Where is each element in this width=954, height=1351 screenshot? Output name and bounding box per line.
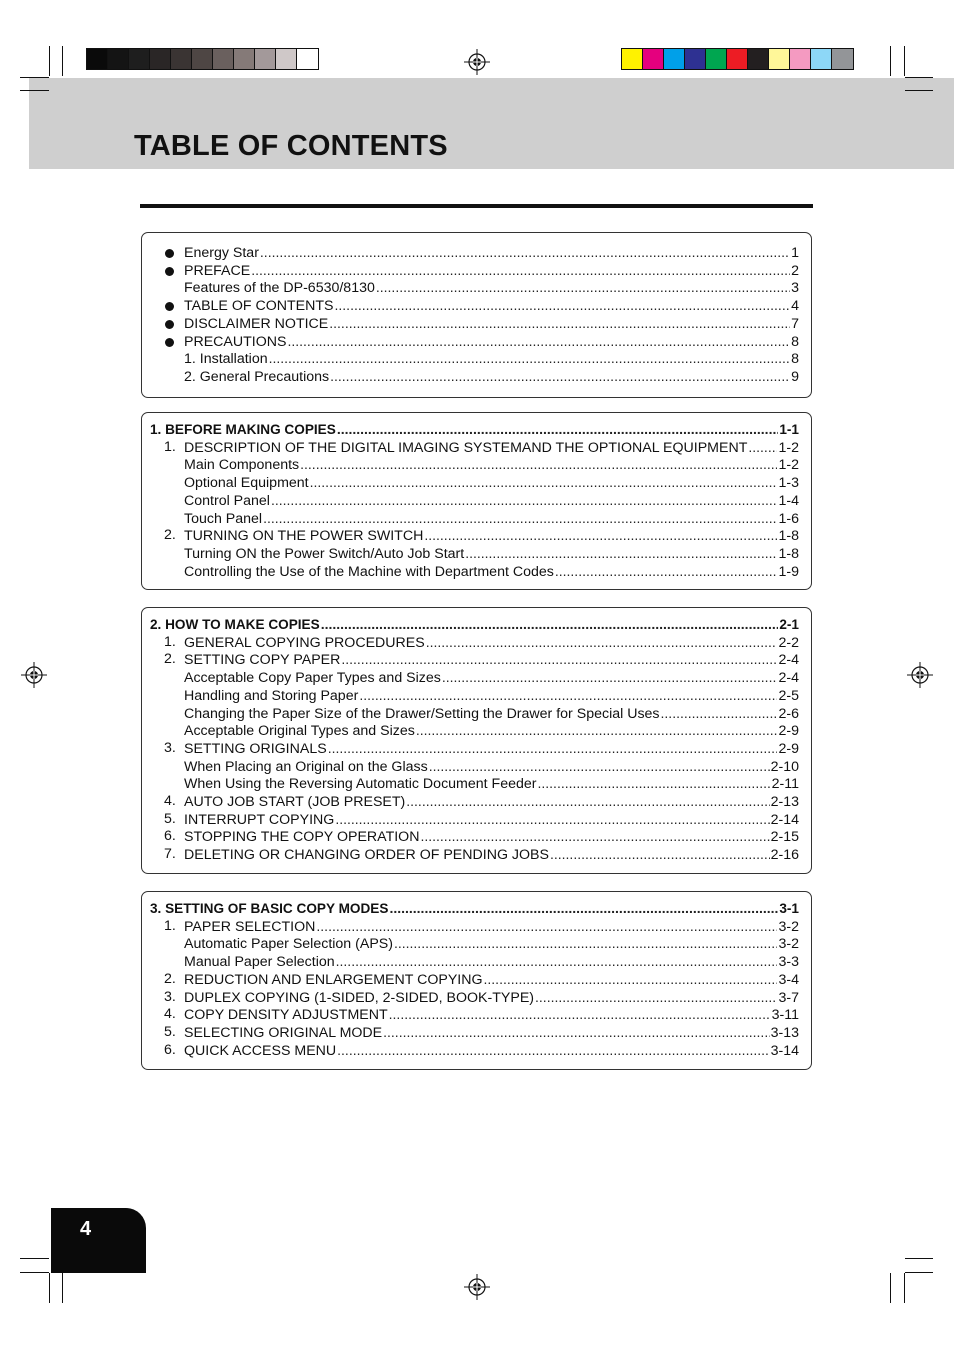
dot-leader — [310, 474, 778, 491]
toc-entry-page: 3-7 — [778, 989, 799, 1006]
toc-entry-page: 2-13 — [770, 794, 799, 810]
toc-section-entry[interactable] — [164, 527, 799, 545]
bullet-icon — [165, 320, 174, 329]
toc-entry[interactable] — [184, 333, 799, 350]
title-rule — [140, 204, 813, 208]
toc-entry-title: Energy Star — [184, 245, 259, 261]
dot-leader — [269, 350, 791, 367]
toc-subsection-entry[interactable] — [184, 722, 799, 739]
toc-entry-title: PAPER SELECTION — [184, 918, 316, 935]
toc-entry-page: 3-2 — [778, 936, 799, 953]
toc-entry-title: Touch Panel — [184, 510, 263, 527]
toc-entry-title: SELECTING ORIGINAL MODE — [184, 1024, 383, 1041]
dot-leader — [337, 421, 779, 438]
toc-entry-page: 3-3 — [778, 954, 799, 971]
toc-entry-number: 4. — [164, 1006, 176, 1023]
toc-entry-title: Turning ON the Power Switch/Auto Job Start — [184, 545, 465, 562]
registration-mark-icon — [907, 662, 933, 688]
crop-mark — [904, 1273, 905, 1303]
crop-mark — [904, 46, 905, 76]
color-swatch — [192, 49, 213, 69]
color-swatch — [234, 49, 255, 69]
bullet-icon — [165, 267, 174, 276]
toc-section-entry[interactable] — [164, 739, 799, 757]
color-swatch — [171, 49, 192, 69]
dot-leader — [251, 262, 790, 279]
toc-entry-page: 3-11 — [771, 1007, 799, 1024]
toc-subsection-entry[interactable] — [184, 935, 799, 952]
toc-subsection-entry[interactable] — [184, 563, 799, 580]
toc-entry-title: 3. SETTING OF BASIC COPY MODES — [150, 901, 389, 916]
toc-entry-title: Control Panel — [184, 492, 270, 509]
toc-subsection-entry[interactable] — [184, 705, 799, 722]
toc-entry-number: 2. — [164, 651, 176, 668]
toc-entry-page: 1-1 — [779, 422, 799, 437]
toc-entry-title: REDUCTION AND ENLARGEMENT COPYING — [184, 971, 483, 988]
color-swatch — [664, 49, 685, 69]
toc-entry-title: When Using the Reversing Automatic Document Feeder — [184, 776, 537, 793]
dot-leader — [661, 705, 778, 722]
process-color-bar — [621, 48, 854, 70]
toc-entry[interactable] — [184, 368, 799, 385]
dot-leader — [389, 900, 778, 917]
dot-leader — [555, 563, 778, 580]
registration-mark-icon — [464, 1274, 490, 1300]
toc-entry-number: 6. — [164, 1041, 176, 1058]
toc-entry-title: Changing the Paper Size of the Drawer/Setting the Drawer for Special Uses — [184, 705, 660, 722]
crop-mark — [905, 77, 933, 78]
toc-entry-number: 5. — [164, 810, 176, 827]
color-swatch — [748, 49, 769, 69]
dot-leader — [260, 244, 790, 261]
toc-entry-page: 1 — [791, 245, 799, 261]
crop-mark — [20, 77, 49, 78]
toc-subsection-entry[interactable] — [184, 474, 799, 491]
color-swatch — [790, 49, 811, 69]
dot-leader — [416, 722, 778, 739]
toc-entry-page: 2-10 — [770, 758, 799, 775]
toc-entry[interactable] — [184, 262, 799, 279]
color-swatch — [622, 49, 643, 69]
toc-entry-title: COPY DENSITY ADJUSTMENT — [184, 1007, 388, 1024]
toc-entry-title: SETTING ORIGINALS — [184, 740, 327, 757]
dot-leader — [335, 811, 769, 828]
toc-entry-page: 2-9 — [778, 723, 799, 740]
grayscale-color-bar — [86, 48, 319, 70]
toc-subsection-entry[interactable] — [184, 758, 799, 775]
toc-entry-page: 1-2 — [778, 457, 799, 474]
dot-leader — [336, 953, 778, 970]
crop-mark — [62, 1273, 63, 1303]
dot-leader — [337, 1042, 769, 1059]
color-swatch — [727, 49, 748, 69]
color-swatch — [255, 49, 276, 69]
toc-entry-page: 3-1 — [779, 901, 799, 916]
toc-section-entry[interactable] — [164, 828, 799, 846]
toc-entry-title: Automatic Paper Selection (APS) — [184, 936, 393, 953]
dot-leader — [550, 846, 770, 863]
toc-section-entry[interactable] — [164, 810, 799, 828]
toc-entry-page: 2-11 — [771, 776, 799, 793]
page-number-tab — [51, 1208, 146, 1273]
dot-leader — [316, 918, 777, 935]
toc-chapter-heading[interactable] — [150, 616, 799, 633]
toc-entry-page: 1-6 — [778, 510, 799, 527]
toc-section-entry[interactable] — [164, 793, 799, 810]
dot-leader — [359, 687, 777, 704]
dot-leader — [329, 315, 790, 332]
toc-entry-title: INTERRUPT COPYING — [184, 811, 335, 828]
toc-entry-number: 3. — [164, 988, 176, 1005]
dot-leader — [406, 793, 769, 810]
toc-entry-page: 2-6 — [778, 705, 799, 722]
dot-leader — [263, 510, 777, 527]
dot-leader — [287, 333, 790, 350]
toc-section-entry[interactable] — [164, 651, 799, 669]
color-swatch — [643, 49, 664, 69]
toc-entry-page: 2-4 — [778, 670, 799, 687]
dot-leader — [328, 740, 778, 757]
toc-entry-page: 3-14 — [770, 1042, 799, 1059]
toc-entry-page: 8 — [791, 351, 799, 368]
toc-chapter-1-box — [141, 412, 812, 590]
dot-leader — [321, 616, 779, 633]
registration-mark-icon — [464, 49, 490, 75]
toc-entry-page: 9 — [791, 368, 799, 385]
color-swatch — [150, 49, 171, 69]
crop-mark — [20, 1272, 49, 1273]
toc-chapter-2-box — [141, 607, 812, 874]
toc-entry-title: QUICK ACCESS MENU — [184, 1042, 337, 1059]
dot-leader — [748, 439, 777, 456]
dot-leader — [376, 279, 790, 296]
toc-entry-page: 2-1 — [779, 617, 799, 632]
dot-leader — [420, 828, 769, 845]
toc-entry-title: DUPLEX COPYING (1-SIDED, 2-SIDED, BOOK-TYPE) — [184, 989, 535, 1006]
dot-leader — [426, 634, 778, 651]
toc-entry-page: 2 — [791, 262, 799, 279]
crop-mark — [905, 90, 933, 91]
toc-entry-page: 1-8 — [778, 545, 799, 562]
crop-mark — [20, 90, 49, 91]
toc-entry-page: 1-8 — [778, 528, 799, 545]
toc-entry-page: 3-2 — [778, 918, 799, 935]
dot-leader — [389, 1006, 771, 1023]
toc-entry-number: 6. — [164, 828, 176, 845]
toc-entry-number: 1. — [164, 438, 176, 455]
toc-entry-title: Handling and Storing Paper — [184, 687, 359, 704]
toc-entry-page: 4 — [791, 298, 799, 315]
toc-entry-number: 2. — [164, 970, 176, 987]
dot-leader — [271, 492, 778, 509]
page-title: TABLE OF CONTENTS — [134, 130, 448, 162]
crop-mark — [905, 1272, 933, 1273]
toc-subsection-entry[interactable] — [184, 669, 799, 686]
toc-entry-title: 1. Installation — [184, 351, 268, 368]
toc-chapter-heading[interactable] — [150, 421, 799, 438]
bullet-icon — [165, 338, 174, 347]
toc-chapter-3-box — [141, 891, 812, 1070]
toc-entry-page: 3 — [791, 280, 799, 297]
color-swatch — [87, 49, 108, 69]
toc-entry-title: DELETING OR CHANGING ORDER OF PENDING JOBS — [184, 847, 549, 864]
toc-section-entry[interactable] — [164, 970, 799, 988]
bullet-icon — [165, 249, 174, 258]
toc-entry-title: Main Components — [184, 457, 300, 474]
crop-mark — [20, 1258, 49, 1259]
toc-subsection-entry[interactable] — [184, 456, 799, 473]
color-swatch — [706, 49, 727, 69]
toc-entry-page: 1-4 — [778, 492, 799, 509]
toc-section-entry[interactable] — [164, 917, 799, 935]
toc-entry-title: 2. General Precautions — [184, 368, 330, 385]
toc-section-entry[interactable] — [164, 1041, 799, 1059]
toc-entry-title: AUTO JOB START (JOB PRESET) — [184, 794, 406, 810]
crop-mark — [49, 46, 50, 76]
color-swatch — [811, 49, 832, 69]
toc-entry-title: GENERAL COPYING PROCEDURES — [184, 634, 425, 651]
toc-entry-number: 1. — [164, 633, 176, 650]
dot-leader — [394, 935, 778, 952]
color-swatch — [276, 49, 297, 69]
toc-entry-page: 3-13 — [770, 1024, 799, 1041]
toc-intro-box — [141, 232, 812, 398]
toc-entry-title: TURNING ON THE POWER SWITCH — [184, 528, 424, 545]
toc-entry-page: 2-5 — [778, 687, 799, 704]
toc-entry-page: 2-14 — [770, 811, 799, 828]
toc-subsection-entry[interactable] — [184, 953, 799, 970]
toc-entry-title: 2. HOW TO MAKE COPIES — [150, 617, 320, 632]
toc-entry-title: 1. BEFORE MAKING COPIES — [150, 422, 336, 437]
dot-leader — [335, 297, 791, 314]
toc-entry-number: 4. — [164, 793, 176, 809]
toc-entry-title: PRECAUTIONS — [184, 333, 287, 350]
toc-section-entry[interactable] — [164, 1006, 799, 1024]
toc-entry[interactable] — [184, 315, 799, 332]
toc-section-entry[interactable] — [164, 438, 799, 456]
toc-entry-title: When Placing an Original on the Glass — [184, 758, 428, 775]
color-swatch — [832, 49, 853, 69]
registration-mark-icon — [21, 662, 47, 688]
toc-entry-title: TABLE OF CONTENTS — [184, 298, 334, 315]
toc-entry-page: 3-4 — [778, 971, 799, 988]
crop-mark — [890, 46, 891, 76]
color-swatch — [297, 49, 318, 69]
toc-entry-title: PREFACE — [184, 262, 251, 279]
toc-entry-page: 2-9 — [778, 740, 799, 757]
toc-entry-number: 5. — [164, 1023, 176, 1040]
crop-mark — [890, 1273, 891, 1303]
toc-entry-number: 7. — [164, 846, 176, 863]
dot-leader — [383, 1024, 769, 1041]
bullet-icon — [165, 302, 174, 311]
toc-entry-title: Controlling the Use of the Machine with Department Codes — [184, 563, 554, 580]
toc-entry-page: 1-3 — [778, 475, 799, 492]
color-swatch — [129, 49, 150, 69]
toc-entry-page: 1-2 — [778, 439, 799, 456]
dot-leader — [330, 368, 790, 385]
toc-section-entry[interactable] — [164, 988, 799, 1006]
toc-section-entry[interactable] — [164, 846, 799, 864]
toc-subsection-entry[interactable] — [184, 510, 799, 527]
toc-entry-title: DISCLAIMER NOTICE — [184, 315, 329, 332]
dot-leader — [465, 545, 777, 562]
toc-entry-title: Manual Paper Selection — [184, 954, 335, 971]
toc-subsection-entry[interactable] — [184, 492, 799, 509]
toc-entry-title: Optional Equipment — [184, 475, 309, 492]
dot-leader — [535, 989, 777, 1006]
page-number: 4 — [80, 1218, 92, 1240]
color-swatch — [685, 49, 706, 69]
toc-entry-page: 2-2 — [778, 634, 799, 651]
toc-entry-page: 2-4 — [778, 652, 799, 669]
dot-leader — [442, 669, 778, 686]
toc-entry-title: STOPPING THE COPY OPERATION — [184, 829, 420, 846]
dot-leader — [484, 971, 778, 988]
toc-entry-title: SETTING COPY PAPER — [184, 652, 341, 669]
toc-entry-title: Acceptable Original Types and Sizes — [184, 723, 415, 740]
color-swatch — [108, 49, 129, 69]
toc-entry-title: Features of the DP-6530/8130 — [184, 280, 375, 297]
toc-entry-title: Acceptable Copy Paper Types and Sizes — [184, 670, 441, 687]
color-swatch — [769, 49, 790, 69]
toc-entry[interactable] — [184, 297, 799, 314]
toc-section-entry[interactable] — [164, 633, 799, 651]
toc-entry-page: 1-9 — [778, 563, 799, 580]
toc-subsection-entry[interactable] — [184, 687, 799, 704]
crop-mark — [49, 1273, 50, 1303]
toc-section-entry[interactable] — [164, 1023, 799, 1041]
toc-entry-page: 8 — [791, 333, 799, 350]
toc-entry-page: 2-15 — [770, 829, 799, 846]
toc-entry-number: 2. — [164, 527, 176, 544]
dot-leader — [300, 456, 777, 473]
toc-entry-title: DESCRIPTION OF THE DIGITAL IMAGING SYSTEMAND THE OPTIONAL EQUIPMENT — [184, 439, 748, 456]
toc-entry-page: 2-16 — [770, 847, 799, 864]
toc-entry-number: 3. — [164, 739, 176, 756]
toc-entry[interactable] — [184, 279, 799, 296]
dot-leader — [429, 758, 770, 775]
toc-subsection-entry[interactable] — [184, 545, 799, 562]
crop-mark — [62, 46, 63, 76]
toc-entry-number: 1. — [164, 917, 176, 934]
toc-entry-page: 7 — [791, 315, 799, 332]
crop-mark — [905, 1258, 933, 1259]
dot-leader — [341, 651, 777, 668]
dot-leader — [538, 775, 771, 792]
dot-leader — [424, 527, 777, 544]
color-swatch — [213, 49, 234, 69]
toc-entry[interactable] — [184, 244, 799, 261]
toc-entry[interactable] — [184, 350, 799, 367]
toc-subsection-entry[interactable] — [184, 775, 799, 792]
toc-chapter-heading[interactable] — [150, 900, 799, 917]
